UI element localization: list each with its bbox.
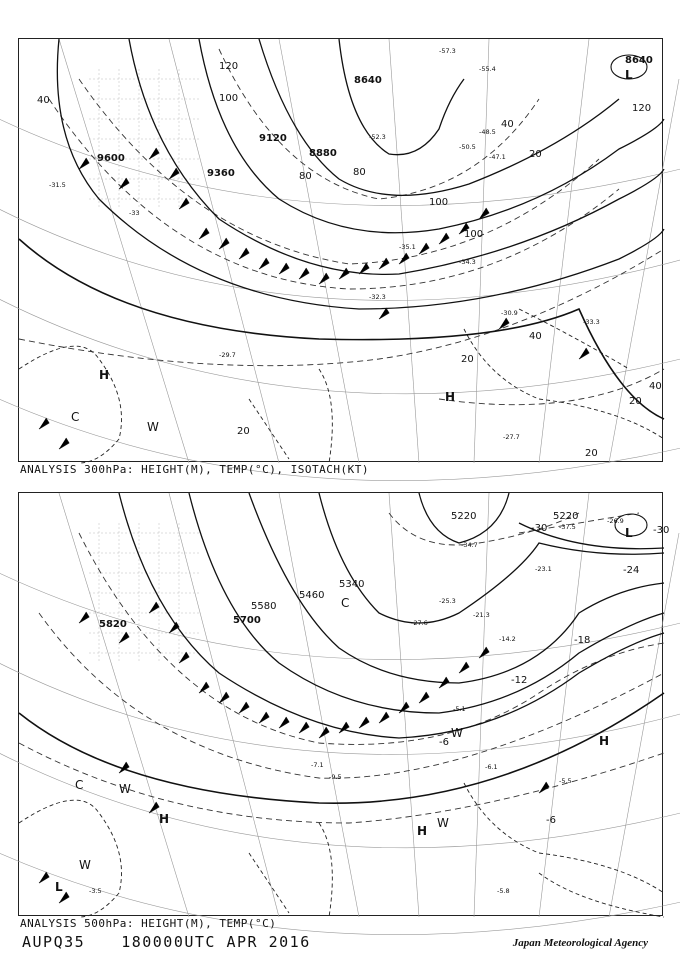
isotach-label: 80	[299, 171, 312, 182]
temp-contour-label: -30	[531, 523, 548, 534]
low-center-label: L	[625, 68, 633, 82]
temp-sample: -55.4	[479, 65, 496, 73]
isotach-label: 20	[585, 448, 598, 459]
cold-center-label: C	[75, 778, 84, 792]
temp-sample: -48.5	[479, 128, 496, 136]
height-contours-500	[19, 493, 664, 803]
height-labels-500	[99, 511, 578, 630]
isotach-label: 100	[464, 229, 484, 240]
temp-sample: -50.5	[459, 143, 476, 151]
coastline-300	[19, 309, 664, 463]
temp-sample: -34.7	[461, 541, 478, 549]
temp-sample: -5.5	[559, 777, 572, 785]
temp-sample: -14.2	[499, 635, 516, 643]
temp-sample: -33	[129, 209, 140, 217]
temp-sample: -7.1	[311, 761, 324, 769]
low-center-label: L	[625, 526, 633, 540]
isotach-label: 20	[529, 149, 542, 160]
map-300hpa-svg	[19, 39, 664, 463]
temp-sample: -33.3	[583, 318, 600, 326]
caption-500hpa: ANALYSIS 500hPa: HEIGHT(M), TEMP(°C)	[20, 917, 277, 930]
temp-sample: -52.3	[369, 133, 386, 141]
height-label: 8880	[309, 148, 337, 159]
height-label: 5820	[99, 619, 127, 630]
temp-sample: -5.1	[453, 705, 466, 713]
temp-sample: -25.3	[439, 597, 456, 605]
temp-sample: -5.8	[497, 887, 510, 895]
product-header	[22, 933, 311, 951]
high-center-label: H	[599, 734, 610, 748]
temp-sample: -27.6	[411, 619, 428, 627]
temp-sample: -30.9	[501, 309, 518, 317]
temp-samples-500	[89, 517, 624, 895]
analysis-300hpa-map	[18, 38, 663, 462]
temp-sample: -47.1	[489, 153, 506, 161]
height-contours-300	[19, 39, 664, 419]
warm-center-label: W	[119, 782, 131, 796]
height-label: 9120	[259, 133, 287, 144]
temp-contour-labels-500	[439, 523, 669, 826]
height-label: 5340	[339, 579, 365, 590]
isotach-label: 100	[219, 93, 239, 104]
warm-center-label: W	[451, 726, 463, 740]
isotach-label: 40	[529, 331, 542, 342]
temp-sample: -37.5	[559, 523, 576, 531]
isotach-label: 120	[219, 61, 239, 72]
warm-center-label: W	[79, 858, 91, 872]
caption-300hpa: ANALYSIS 300hPa: HEIGHT(M), TEMP(°C), ISOTACH(KT)	[20, 463, 370, 476]
height-label: 9600	[97, 153, 125, 164]
temp-contour-label: -6	[546, 815, 556, 826]
high-center-label: H	[417, 824, 428, 838]
height-label: 5220	[553, 511, 579, 522]
isotach-label: 20	[461, 354, 474, 365]
temp-sample: -32.3	[369, 293, 386, 301]
isotach-label: 20	[629, 396, 642, 407]
temp-sample: -34.3	[459, 258, 476, 266]
temp-sample: -31.5	[49, 181, 66, 189]
isotach-label: 40	[649, 381, 662, 392]
isotach-label: 80	[353, 167, 366, 178]
isotach-label: 40	[501, 119, 514, 130]
height-label: 5700	[233, 615, 261, 626]
height-label: 5580	[251, 601, 277, 612]
wind-barbs-500	[39, 602, 549, 903]
temp-sample: -21.3	[473, 611, 490, 619]
low-center-label: L	[55, 880, 63, 894]
temp-sample: -6.1	[485, 763, 498, 771]
temp-sample: -9.5	[329, 773, 342, 781]
high-center-label: H	[445, 390, 456, 404]
isotach-label: 40	[37, 95, 50, 106]
temp-sample: -35.1	[399, 243, 416, 251]
isotach-label: 120	[632, 103, 652, 114]
analysis-500hpa-map	[18, 492, 670, 916]
height-label: 9360	[207, 168, 235, 179]
high-center-label: H	[99, 368, 110, 382]
temp-sample: -29.7	[219, 351, 236, 359]
cold-center-label: C	[71, 410, 80, 424]
isotach-labels-300	[37, 61, 662, 459]
height-label: 5460	[299, 590, 325, 601]
warm-center-label: W	[437, 816, 449, 830]
temp-contour-label: -12	[511, 675, 528, 686]
temp-sample: -3.5	[89, 887, 102, 895]
temp-contour-label: -30	[653, 525, 670, 536]
temp-sample: -57.3	[439, 47, 456, 55]
height-label: 8640	[625, 55, 653, 66]
temp-contour-label: -18	[574, 635, 591, 646]
warm-center-label: W	[147, 420, 159, 434]
isotach-label: 100	[429, 197, 449, 208]
height-label: 5220	[451, 511, 477, 522]
height-label: 8640	[354, 75, 382, 86]
high-center-label: H	[159, 812, 170, 826]
isotach-label: 20	[237, 426, 250, 437]
temp-contour-label: -24	[623, 565, 640, 576]
temp-sample: -27.7	[503, 433, 520, 441]
valid-time: 180000UTC APR 2016	[121, 933, 311, 951]
temp-sample: -23.1	[535, 565, 552, 573]
height-labels-300	[97, 55, 653, 179]
temp-sample: -26.9	[607, 517, 624, 525]
graticule-500	[0, 493, 680, 935]
cold-center-label: C	[341, 596, 350, 610]
product-code: AUPQ35	[22, 933, 86, 951]
agency-credit: Japan Meteorological Agency	[512, 937, 648, 949]
temp-contour-label: -6	[439, 737, 449, 748]
graticule-300	[0, 39, 680, 481]
wind-barbs-300	[39, 148, 589, 449]
map-500hpa-svg	[19, 493, 670, 917]
